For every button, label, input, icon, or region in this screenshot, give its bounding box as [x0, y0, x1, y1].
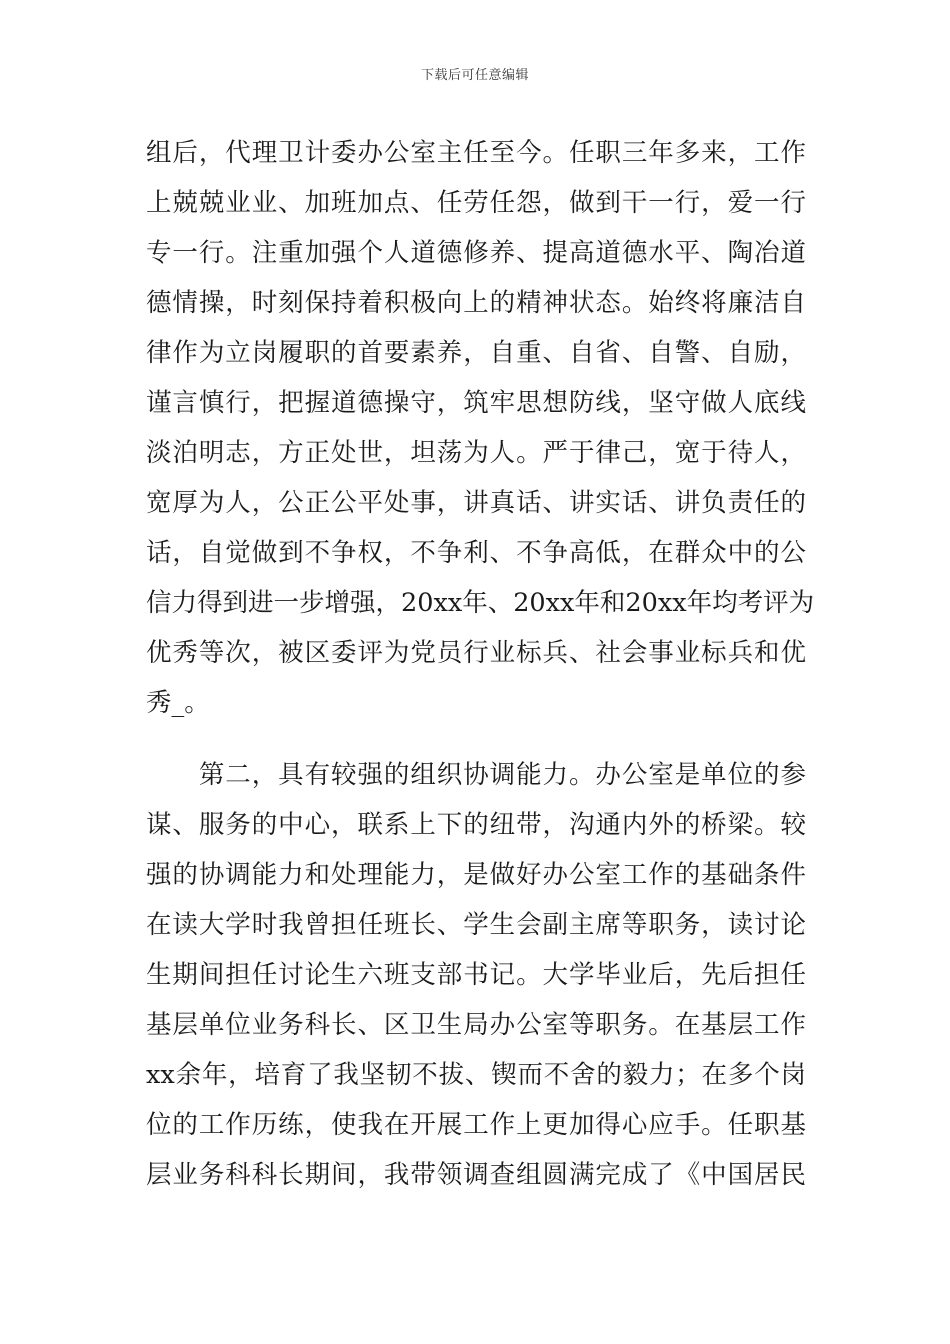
text-line: 层业务科科长期间，我带领调查组圆满完成了《中国居民 [146, 1160, 806, 1190]
text-line: 上兢兢业业、加班加点、任劳任怨，做到干一行，爱一行 [146, 188, 806, 218]
text-line: 淡泊明志，方正处世，坦荡为人。严于律己，宽于待人， [146, 438, 806, 468]
text-line: 谋、服务的中心，联系上下的纽带，沟通内外的桥梁。较 [146, 810, 806, 840]
text-line: 律作为立岗履职的首要素养，自重、自省、自警、自励， [146, 338, 806, 368]
text-line: 信力得到进一步增强，20xx年、20xx年和20xx年均考评为 [146, 588, 815, 618]
text-line: 基层单位业务科长、区卫生局办公室等职务。在基层工作 [146, 1010, 806, 1040]
page-header: 下载后可任意编辑 [420, 68, 529, 83]
text-line: 生期间担任讨论生六班支部书记。大学毕业后，先后担任 [146, 960, 806, 990]
text-line: 谨言慎行，把握道德操守，筑牢思想防线，坚守做人底线 [146, 388, 806, 418]
text-line: 秀_。 [146, 688, 210, 718]
text-line: 专一行。注重加强个人道德修养、提高道德水平、陶冶道 [146, 238, 806, 268]
text-line: 在读大学时我曾担任班长、学生会副主席等职务，读讨论 [146, 910, 806, 940]
text-line: 第二，具有较强的组织协调能力。办公室是单位的参 [146, 760, 806, 790]
text-line: xx余年，培育了我坚韧不拔、锲而不舍的毅力；在多个岗 [146, 1060, 806, 1090]
text-line: 位的工作历练，使我在开展工作上更加得心应手。任职基 [146, 1110, 806, 1140]
text-line: 德情操，时刻保持着积极向上的精神状态。始终将廉洁自 [146, 288, 806, 318]
text-line: 宽厚为人，公正公平处事，讲真话、讲实话、讲负责任的 [146, 488, 806, 518]
text-line: 话，自觉做到不争权，不争利、不争高低，在群众中的公 [146, 538, 806, 568]
text-line: 优秀等次，被区委评为党员行业标兵、社会事业标兵和优 [146, 638, 806, 668]
text-line: 强的协调能力和处理能力，是做好办公室工作的基础条件 [146, 860, 806, 890]
paragraph-2 [146, 750, 806, 1200]
text-line: 组后，代理卫计委办公室主任至今。任职三年多来，工作 [146, 138, 806, 168]
paragraph-1 [146, 128, 815, 728]
